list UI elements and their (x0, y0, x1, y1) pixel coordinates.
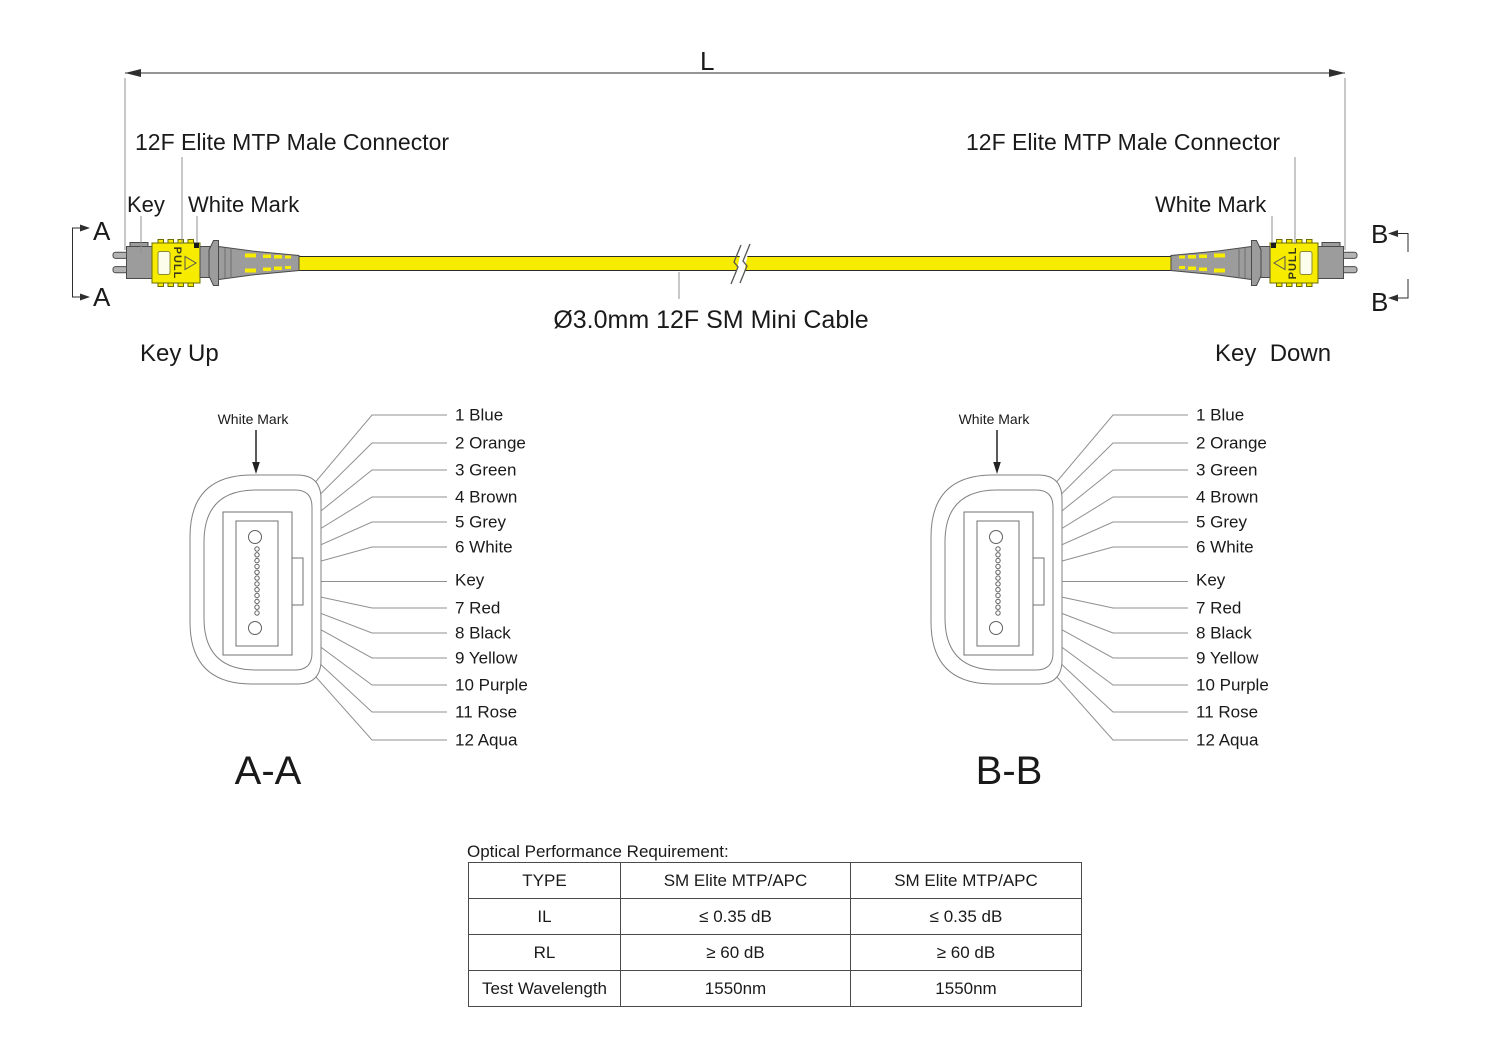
table-cell: RL (469, 935, 621, 971)
connector-right (1171, 240, 1357, 287)
section-letter-a-bottom: A (93, 282, 111, 312)
fiber-label: 12 Aqua (1196, 730, 1259, 750)
key-label-left: Key (127, 192, 165, 217)
connector-label-left: 12F Elite MTP Male Connector (135, 129, 450, 155)
table-row (469, 899, 1082, 935)
table-header-cell: SM Elite MTP/APC (621, 863, 851, 899)
fiber-label: 7 Red (1196, 598, 1242, 618)
white-mark-label-right: White Mark (1155, 192, 1267, 217)
connector-label-right: 12F Elite MTP Male Connector (966, 129, 1281, 155)
fiber-label: 4 Brown (1196, 487, 1259, 507)
table-cell: Test Wavelength (469, 971, 621, 1007)
fiber-label: 3 Green (1196, 460, 1258, 480)
fiber-label: 6 White (455, 537, 513, 557)
table-cell: ≤ 0.35 dB (851, 899, 1082, 935)
section-arrow-icon (80, 225, 90, 232)
table-header-cell: TYPE (469, 863, 621, 899)
section-bracket-b-bottom (1392, 279, 1408, 298)
section-bracket-a (73, 228, 87, 297)
fiber-label: 11 Rose (1196, 702, 1259, 722)
cable-label: Ø3.0mm 12F SM Mini Cable (553, 306, 869, 334)
fiber-labels-b (1196, 406, 1269, 750)
table-title: Optical Performance Requirement: (467, 842, 729, 861)
face-title-a: A-A (234, 749, 302, 793)
face-white-mark-label-b: White Mark (958, 411, 1030, 427)
fiber-label: 5 Grey (1196, 512, 1248, 532)
pull-label-right: PULL (1287, 246, 1299, 280)
fiber-label: 9 Yellow (1196, 648, 1259, 668)
fiber-label: 7 Red (455, 598, 501, 618)
face-white-mark-label-a: White Mark (217, 411, 289, 427)
section-arrow-icon (1388, 230, 1398, 237)
fiber-label: 1 Blue (1196, 405, 1245, 425)
dimension-arrow-left-icon (125, 69, 141, 77)
fiber-label: 6 White (1196, 537, 1254, 557)
fiber-label: 5 Grey (455, 512, 507, 532)
dimension-label: L (700, 46, 715, 76)
table-cell: ≥ 60 dB (851, 935, 1082, 971)
section-arrow-icon (1388, 295, 1398, 302)
table-cell: ≤ 0.35 dB (621, 899, 851, 935)
fiber-label: 8 Black (455, 623, 511, 643)
section-letter-b-top: B (1371, 219, 1389, 249)
fiber-label: 4 Brown (455, 487, 518, 507)
fiber-label: 11 Rose (455, 702, 518, 722)
face-view-a (190, 415, 447, 740)
pull-label-left: PULL (171, 246, 183, 280)
optical-performance-table (468, 862, 1082, 1007)
fiber-label: 10 Purple (1196, 675, 1269, 695)
dimension-arrow-right-icon (1329, 69, 1345, 77)
section-letter-a-top: A (93, 216, 111, 246)
table-row (469, 971, 1082, 1007)
fiber-labels-a (455, 406, 528, 750)
fiber-label: 10 Purple (455, 675, 528, 695)
table-row (469, 935, 1082, 971)
fiber-label: 2 Orange (1196, 433, 1267, 453)
section-bracket-b-top (1392, 234, 1408, 253)
fiber-label: 3 Green (455, 460, 517, 480)
table-cell: IL (469, 899, 621, 935)
table-cell: 1550nm (621, 971, 851, 1007)
fiber-label: 1 Blue (455, 405, 504, 425)
fiber-label: 2 Orange (455, 433, 526, 453)
table-row (469, 863, 1082, 899)
fiber-label: 12 Aqua (455, 730, 518, 750)
table-header-cell: SM Elite MTP/APC (851, 863, 1082, 899)
orientation-label-left: Key Up (140, 340, 219, 367)
face-title-b: B-B (975, 749, 1043, 793)
table-cell: ≥ 60 dB (621, 935, 851, 971)
fiber-label: 8 Black (1196, 623, 1252, 643)
fiber-label: 9 Yellow (455, 648, 518, 668)
fiber-label: Key (1196, 570, 1226, 590)
face-view-b (931, 415, 1188, 740)
white-mark-label-left: White Mark (188, 192, 300, 217)
fiber-label: Key (455, 570, 485, 590)
section-arrow-icon (80, 294, 90, 301)
section-letter-b-bottom: B (1371, 287, 1389, 317)
table-cell: 1550nm (851, 971, 1082, 1007)
orientation-label-right: Key Down (1215, 340, 1332, 367)
